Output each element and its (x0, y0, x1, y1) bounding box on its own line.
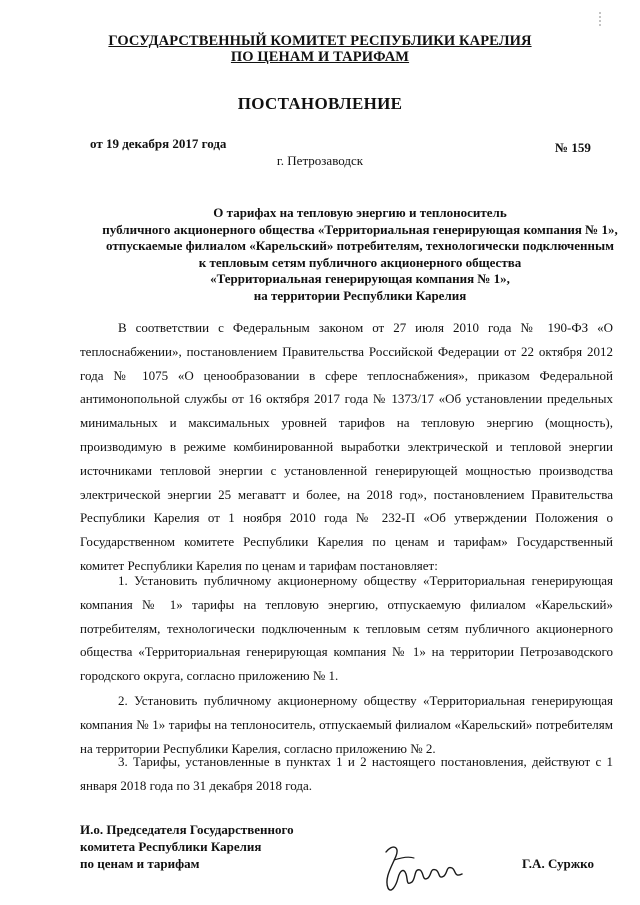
subject-line: на территории Республики Карелия (253, 287, 467, 303)
document-number: № 159 (555, 140, 591, 155)
subject-line: «Территориальная генерирующая компания № 1», (210, 271, 510, 287)
document-subject (80, 205, 640, 305)
signatory-title-line: комитета Республики Карелия (80, 839, 262, 854)
signer-name: Г.А. Суржко (522, 856, 594, 871)
handwritten-signature (378, 838, 470, 896)
subject-line: публичного акционерного общества «Территориальная генерирующая компания № 1», (102, 221, 618, 237)
resolution-item-2: 2. Установить публичному акционерному обществу «Территориальная генерирующая компания № 1» тарифы на теплоноситель, отпускаемый филиалом «Карельский» потребителям на территории Республики Карелия, согласно приложению № 2. (80, 693, 613, 756)
resolution-item-1: 1. Установить публичному акционерному обществу «Территориальная генерирующая компания № 1» тарифы на тепловую энергию, отпускаемую филиалом «Карельский» потребителям, технологически подключенным к тепловым сетям публичного акционерного общества «Территориальная генерирующая компания № 1» на территории Петрозаводского городского округа, согласно приложению № 1. (80, 573, 613, 684)
committee-subtitle: ПО ЦЕНАМ И ТАРИФАМ (230, 49, 410, 65)
signatory-title-line: И.о. Председателя Государственного (80, 822, 294, 837)
preamble-paragraph: В соответствии с Федеральным законом от 27 июля 2010 года № 190-ФЗ «О теплоснабжении», постановлением Правительства Российской Федерации от 22 октября 2012 года № 1075 «О ценообразовании в сфере теплоснабжения», приказом Федеральной антимонопольной службы от 16 октября 2017 года № 1373/17 «Об установлении предельных минимальных и максимальных уровней тарифов на тепловую энергию (мощность), производимую в режиме комбинированной выработки электрической и тепловой энергии источниками тепловой энергии с установленной генерирующей мощностью производства электрической энергии 25 мегаватт и более, на 2018 год», постановлением Правительства Республики Карелия от 1 ноября 2010 года № 232-П «Об утверждении Положения о Государственном комитете Республики Карелия по ценам и тарифам» Государственный комитет Республики Карелия по ценам и тарифам постановляет: (80, 320, 613, 573)
scan-mark (596, 10, 604, 30)
signatory-title (80, 821, 294, 872)
subject-line: О тарифах на тепловую энергию и теплоноситель (213, 205, 507, 220)
document-date: от 19 декабря 2017 года (90, 136, 227, 151)
resolution-item-3: 3. Тарифы, установленные в пунктах 1 и 2 настоящего постановления, действуют с 1 января 2018 года по 31 декабря 2018 года. (80, 754, 613, 793)
subject-line: отпускаемые филиалом «Карельский» потребителям, технологически подключенным (106, 238, 614, 254)
committee-name: ГОСУДАРСТВЕННЫЙ КОМИТЕТ РЕСПУБЛИКИ КАРЕЛИЯ (108, 33, 532, 49)
document-type: ПОСТАНОВЛЕНИЕ (237, 94, 403, 113)
subject-line: к тепловым сетям публичного акционерного общества (198, 254, 522, 270)
document-city: г. Петрозаводск (276, 153, 364, 168)
signatory-title-line: по ценам и тарифам (80, 856, 200, 871)
